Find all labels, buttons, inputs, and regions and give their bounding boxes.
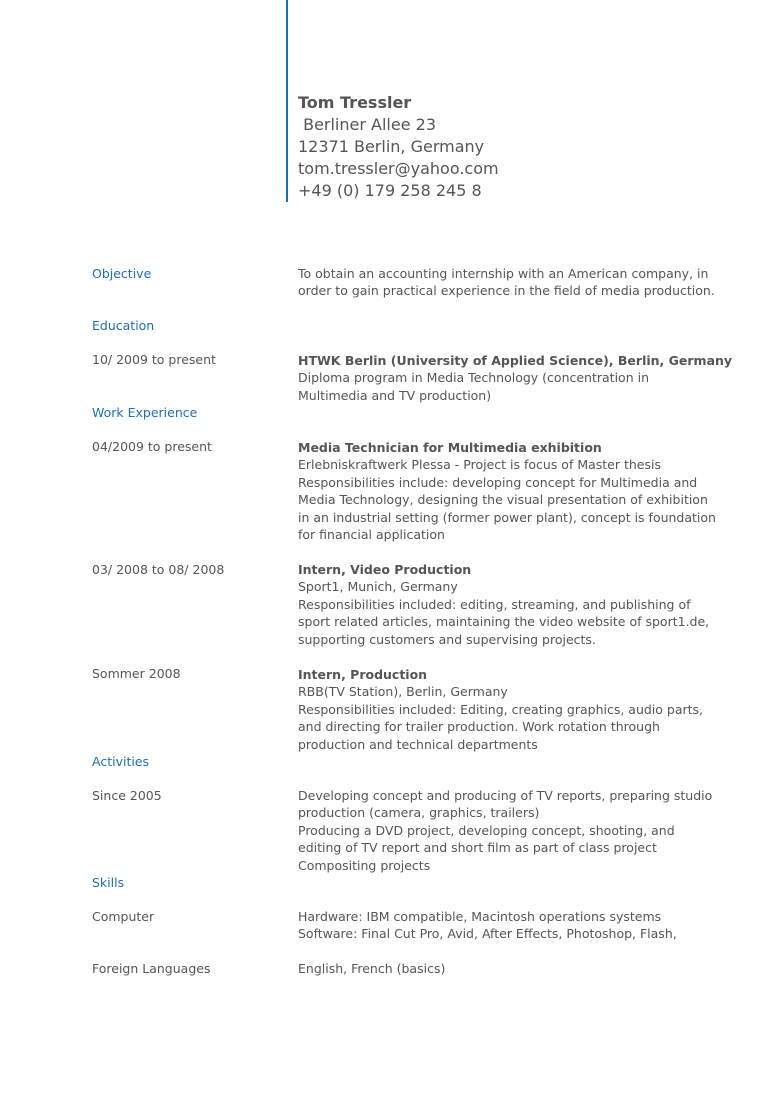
skills-line: Hardware: IBM compatible, Macintosh operations systems [298, 909, 662, 924]
education-line: Multimedia and TV production) [298, 387, 492, 403]
objective-line: To obtain an accounting internship with an American company, in [298, 266, 709, 281]
work-line: Sport1, Munich, Germany [298, 579, 458, 595]
work-line: Responsibilities included: editing, streaming, and publishing of [298, 596, 691, 612]
work-entry [298, 561, 718, 648]
work-date: 04/2009 to present [92, 439, 212, 454]
street-address: Berliner Allee 23 [298, 115, 436, 134]
phone-number: +49 (0) 179 258 245 8 [298, 181, 482, 200]
objective-text [298, 265, 718, 300]
work-title: Intern, Production [298, 667, 428, 682]
work-date: 03/ 2008 to 08/ 2008 [92, 562, 225, 577]
education-line: Diploma program in Media Technology (concentration in [298, 370, 649, 386]
work-line: and directing for trailer production. Work rotation through [298, 719, 660, 735]
email-address: tom.tressler@yahoo.com [298, 159, 499, 178]
section-heading-objective: Objective [92, 266, 152, 281]
skills-line: Software: Final Cut Pro, Avid, After Effects, Photoshop, Flash, [298, 926, 677, 942]
person-name: Tom Tressler [298, 93, 412, 112]
skills-label-computer: Computer [92, 909, 155, 924]
work-line: RBB(TV Station), Berlin, Germany [298, 684, 508, 700]
work-line: Erlebniskraftwerk Plessa - Project is focus of Master thesis [298, 457, 661, 473]
activities-line: Compositing projects [298, 857, 431, 873]
objective-line: order to gain practical experience in the field of media production. [298, 283, 715, 299]
contact-header [298, 92, 738, 202]
work-entry [298, 439, 718, 543]
work-line: Responsibilities include: developing concept for Multimedia and [298, 474, 698, 490]
education-title: HTWK Berlin (University of Applied Science), Berlin, Germany [298, 353, 733, 368]
activities-line: Developing concept and producing of TV reports, preparing studio [298, 788, 713, 803]
education-date: 10/ 2009 to present [92, 352, 216, 367]
work-line: in an industrial setting (former power plant), concept is foundation [298, 509, 716, 525]
education-entry [298, 352, 733, 404]
work-date: Sommer 2008 [92, 666, 181, 681]
activities-date: Since 2005 [92, 788, 162, 803]
skills-line: English, French (basics) [298, 961, 446, 976]
activities-entry [298, 787, 718, 874]
work-line: sport related articles, maintaining the video website of sport1.de, [298, 614, 710, 630]
work-entry [298, 666, 718, 753]
activities-line: editing of TV report and short film as part of class project [298, 840, 657, 856]
activities-line: production (camera, graphics, trailers) [298, 805, 540, 821]
city-address: 12371 Berlin, Germany [298, 137, 485, 156]
work-line: Media Technology, designing the visual presentation of exhibition [298, 492, 708, 508]
activities-line: Producing a DVD project, developing concept, shooting, and [298, 822, 675, 838]
skills-entry-languages [298, 960, 718, 977]
skills-entry-computer [298, 908, 718, 943]
section-heading-skills: Skills [92, 875, 125, 890]
header-divider-line [286, 0, 288, 202]
work-line: production and technical departments [298, 736, 538, 752]
work-title: Intern, Video Production [298, 562, 472, 577]
work-line: for financial application [298, 527, 445, 543]
work-line: supporting customers and supervising projects. [298, 631, 596, 647]
work-title: Media Technician for Multimedia exhibition [298, 440, 602, 455]
skills-label-languages: Foreign Languages [92, 961, 211, 976]
section-heading-education: Education [92, 318, 155, 333]
work-line: Responsibilities included: Editing, creating graphics, audio parts, [298, 701, 704, 717]
section-heading-activities: Activities [92, 754, 150, 769]
section-heading-work-experience: Work Experience [92, 405, 198, 420]
